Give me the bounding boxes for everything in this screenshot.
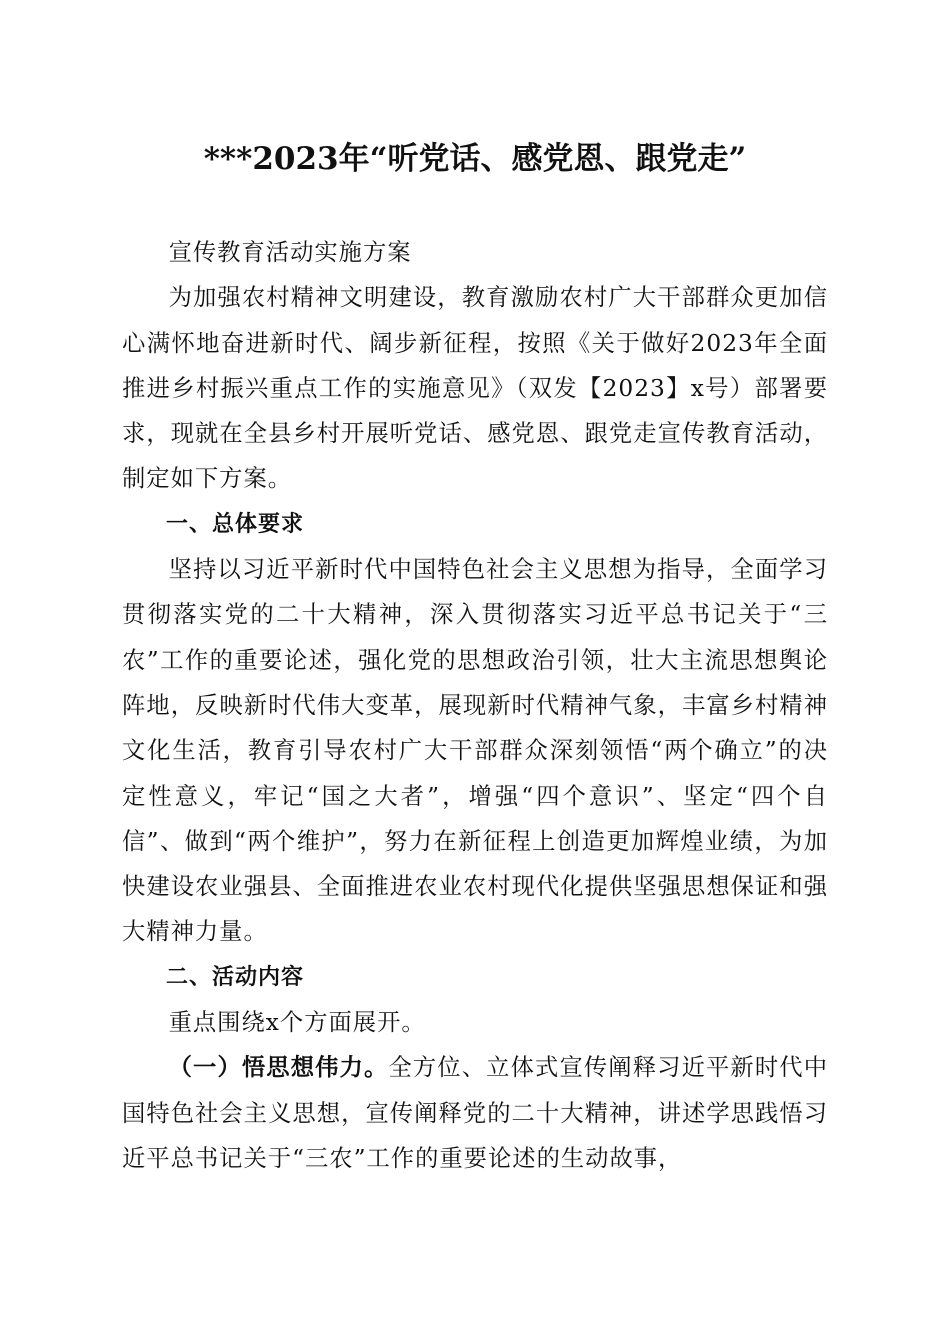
activity-item-1-lead: （一）悟思想伟力。	[168, 1054, 389, 1082]
document-subtitle: 宣传教育活动实施方案	[168, 239, 412, 266]
section-heading-general-requirements: 一、总体要求	[166, 511, 305, 537]
document-body	[122, 230, 828, 1181]
activity-content-intro: 重点围绕x个方面展开。	[168, 1009, 426, 1037]
general-requirements-paragraph: 坚持以习近平新时代中国特色社会主义思想为指导，全面学习贯彻落实党的二十大精神，深入贯彻落实习近平总书记关于“三农”工作的重要论述，强化党的思想政治引领，壮大主流思想舆论阵地，反映新时代伟大变革，展现新时代精神气象，丰富乡村精神文化生活，教育引导农村广大干部群众深刻领悟“两个确立”的决定性意义，牢记“国之大者”，增强“四个意识”、坚定“四个自信”、做到“两个维护”，努力在新征程上创造更加辉煌业绩，为加快建设农业强县、全面推进农业农村现代化提供坚强思想保证和强大精神力量。	[122, 556, 828, 946]
section-heading-activity-content: 二、活动内容	[166, 964, 305, 990]
activity-item-1	[122, 1045, 828, 1181]
activity-item-1-text: 全方位、立体式宣传阐释习近平新时代中国特色社会主义思想，宣传阐释党的二十大精神，讲述学思践悟习近平总书记关于“三农”工作的重要论述的生动故事，	[122, 1054, 829, 1172]
intro-paragraph: 为加强农村精神文明建设，教育激励农村广大干部群众更加信心满怀地奋进新时代、阔步新征程，按照《关于做好2023年全面推进乡村振兴重点工作的实施意见》（双发【2023】x号）部署要求，现就在全县乡村开展听党话、感党恩、跟党走宣传教育活动，制定如下方案。	[122, 284, 828, 493]
document-title: ***2023年“听党话、感党恩、跟党走”	[203, 141, 747, 177]
